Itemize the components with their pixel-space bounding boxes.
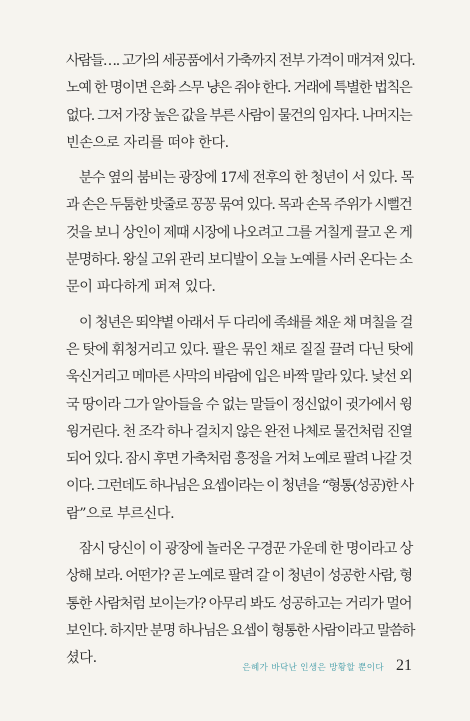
running-title: 은혜가 바닥난 인생은 방황할 뿐이다: [242, 663, 384, 673]
text-line: 것을 보니 상인이 제때 시장에 나오려고 그를 거칠게 끌고 온 게: [66, 224, 412, 241]
text-line: 통한 사람처럼 보이는가? 아무리 봐도 성공하고는 거리가 멀어: [66, 595, 412, 612]
text-line: 은 탓에 휘청거리고 있다. 팔은 묶인 채로 질질 끌려 다닌 탓에: [66, 341, 414, 358]
text-line: 이 청년은 뙤약볕 아래서 두 다리에 족쇄를 채운 채 며칠을 걸: [79, 314, 413, 331]
text-line: 셨다.: [66, 650, 97, 667]
paragraph-4: [66, 536, 414, 672]
text-line: 분명하다. 왕실 고위 관리 보디발이 오늘 노예를 사러 온다는 소: [66, 252, 412, 269]
text-line: 과 손은 두툼한 밧줄로 꽁꽁 묶여 있다. 목과 손목 주위가 시뻘건: [66, 197, 412, 214]
text-line: 사람들…. 고가의 세공품에서 가축까지 전부 가격이 매겨져 있다.: [66, 53, 415, 69]
text-line: 상해 보라. 어떤가? 곧 노예로 팔려 갈 이 청년이 성공한 사람, 형: [66, 568, 412, 585]
paragraph-1: [66, 48, 414, 157]
text-line: 윙거린다. 천 조각 하나 걸치지 않은 완전 나체로 물건처럼 진열: [66, 423, 412, 440]
text-line: 되어 있다. 잠시 후면 가축처럼 흥정을 거쳐 노예로 팔려 나갈 것: [66, 451, 412, 468]
body-text: [66, 48, 414, 673]
text-line: 문이 파다하게 퍼져 있다.: [66, 279, 216, 296]
text-line: 노예 한 명이면 은화 스무 냥은 쥐야 한다. 거래에 특별한 법칙은: [66, 80, 412, 97]
text-line: 없다. 그저 가장 높은 값을 부른 사람이 물건의 임자다. 나머지는: [66, 107, 412, 124]
text-line: 분수 옆의 붐비는 광장에 17세 전후의 한 청년이 서 있다. 목: [79, 170, 414, 187]
text-line: 보인다. 하지만 분명 하나님은 요셉이 형통한 사람이라고 말씀하: [66, 622, 415, 639]
text-line: 욱신거리고 메마른 사막의 바람에 입은 바짝 말라 있다. 낯선 외: [66, 369, 412, 386]
paragraph-2: [66, 165, 414, 301]
page-number: 21: [396, 657, 412, 674]
text-line: 잠시 당신이 이 광장에 놀러온 구경꾼 가운데 한 명이라고 상: [79, 541, 413, 558]
text-line: 빈손으로 자리를 떠야 한다.: [66, 134, 229, 151]
page-footer: [242, 657, 412, 675]
text-line: 이다. 그런데도 하나님은 요셉이라는 이 청년을 “형통(성공)한 사: [66, 478, 413, 495]
text-line: 람”으로 부르신다.: [66, 505, 175, 522]
text-line: 국 땅이라 그가 알아들을 수 없는 말들이 정신없이 귓가에서 윙: [66, 396, 412, 413]
paragraph-3: [66, 310, 414, 528]
